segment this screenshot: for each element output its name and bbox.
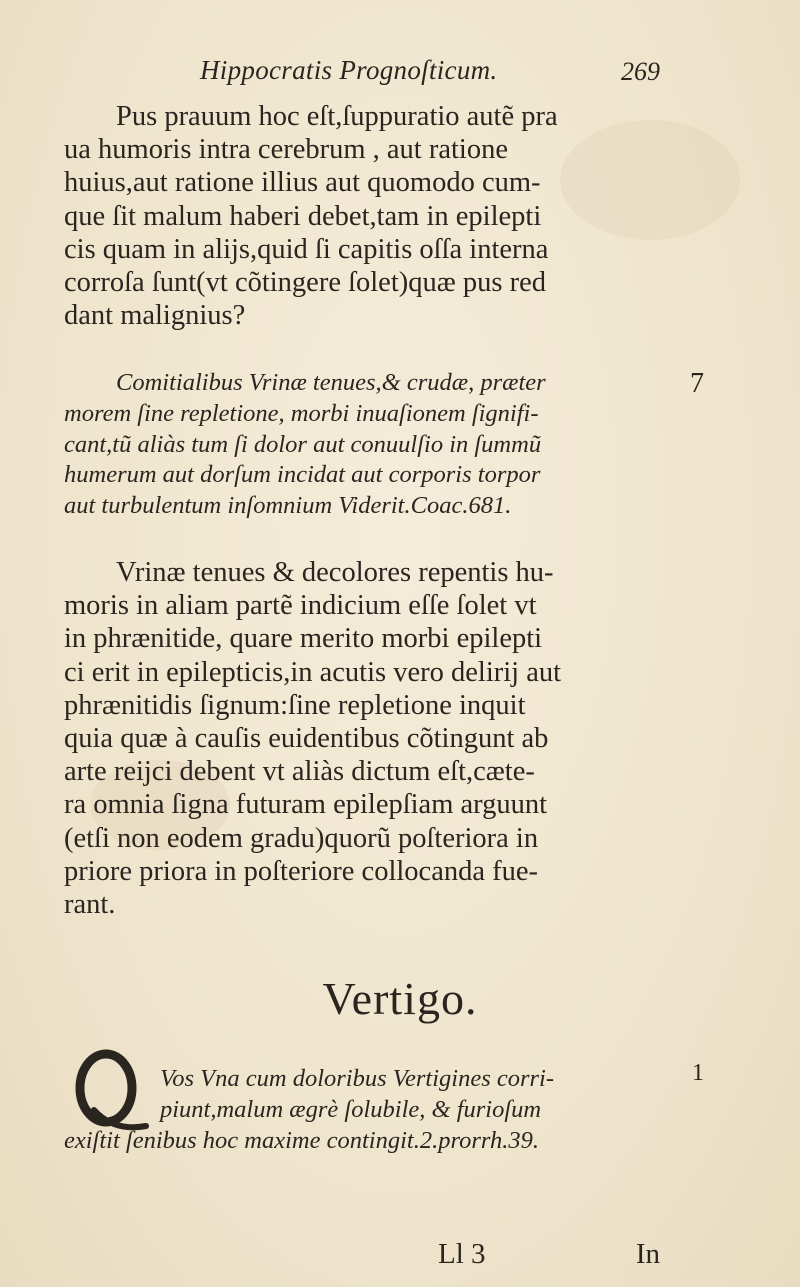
aphorism-quote-2 <box>64 1064 664 1156</box>
margin-number: 1 <box>692 1060 704 1086</box>
quote-line: humerum aut dorſum incidat aut corporis torpor <box>64 461 541 489</box>
quote-line: cant,tũ aliàs tum ſi dolor aut conuulſio in ſummũ <box>64 430 542 458</box>
quote-line: piunt,malum ægrè ſolubile, & furioſum <box>160 1095 542 1123</box>
paragraph-2 <box>64 556 664 921</box>
page-footer <box>380 1238 660 1274</box>
text-line: in phrænitide, quare merito morbi epilepti <box>64 623 543 655</box>
margin-number: 7 <box>690 368 704 399</box>
running-title: Hippocratis Prognoſticum. <box>200 55 498 85</box>
quote-line: aut turbulentum inſomnium Viderit.Coac.681. <box>64 492 512 520</box>
text-line: que ſit malum haberi debet,tam in epilepti <box>64 200 542 232</box>
text-line: huius,aut ratione illius aut quomodo cum- <box>64 167 541 199</box>
text-line: (etſi non eodem gradu)quorũ poſteriora in <box>64 822 539 854</box>
text-line: arte reijci debent vt aliàs dictum eſt,cæte- <box>64 756 535 788</box>
text-line: corroſa ſunt(vt cõtingere ſolet)quæ pus red <box>64 267 546 299</box>
text-line: cis quam in alijs,quid ſi capitis oſſa interna <box>64 233 549 265</box>
text-line: phrænitidis ſignum:ſine repletione inquit <box>64 689 526 721</box>
quote-line: morem ſine repletione, morbi inuaſionem ſignifi- <box>64 399 539 427</box>
quote-line: Vos Vna cum doloribus Vertigines corri- <box>160 1065 555 1092</box>
text-line: ci erit in epilepticis,in acutis vero delirij aut <box>64 656 562 688</box>
text-line: rant. <box>64 889 116 921</box>
text-line: moris in aliam partẽ indicium eſſe ſolet vt <box>64 590 537 622</box>
quote-line: exiſtit ſenibus hoc maxime contingit.2.prorrh.39. <box>64 1126 539 1154</box>
text-line: priore priora in poſteriore collocanda fue- <box>64 855 538 887</box>
quote-line: Comitialibus Vrinæ tenues,& crudæ, præter <box>116 369 546 396</box>
text-line: quia quæ à cauſis euidentibus cõtingunt ab <box>64 723 549 755</box>
text-line: Vrinæ tenues & decolores repentis hu- <box>116 557 554 588</box>
catchword: In <box>635 1238 660 1270</box>
text-line: Pus prauum hoc eſt,ſuppuratio autẽ pra <box>116 101 558 132</box>
signature-mark: Ll 3 <box>438 1238 486 1270</box>
running-header <box>200 55 660 95</box>
aphorism-quote-1 <box>64 368 664 522</box>
text-line: dant malignius? <box>64 300 246 332</box>
page-number: 269 <box>621 57 660 86</box>
paragraph-1 <box>64 100 664 332</box>
text-line: ua humoris intra cerebrum , aut ratione <box>64 134 508 166</box>
section-heading: Vertigo. <box>322 973 478 1024</box>
text-line: ra omnia ſigna futuram epilepſiam arguunt <box>64 789 548 821</box>
